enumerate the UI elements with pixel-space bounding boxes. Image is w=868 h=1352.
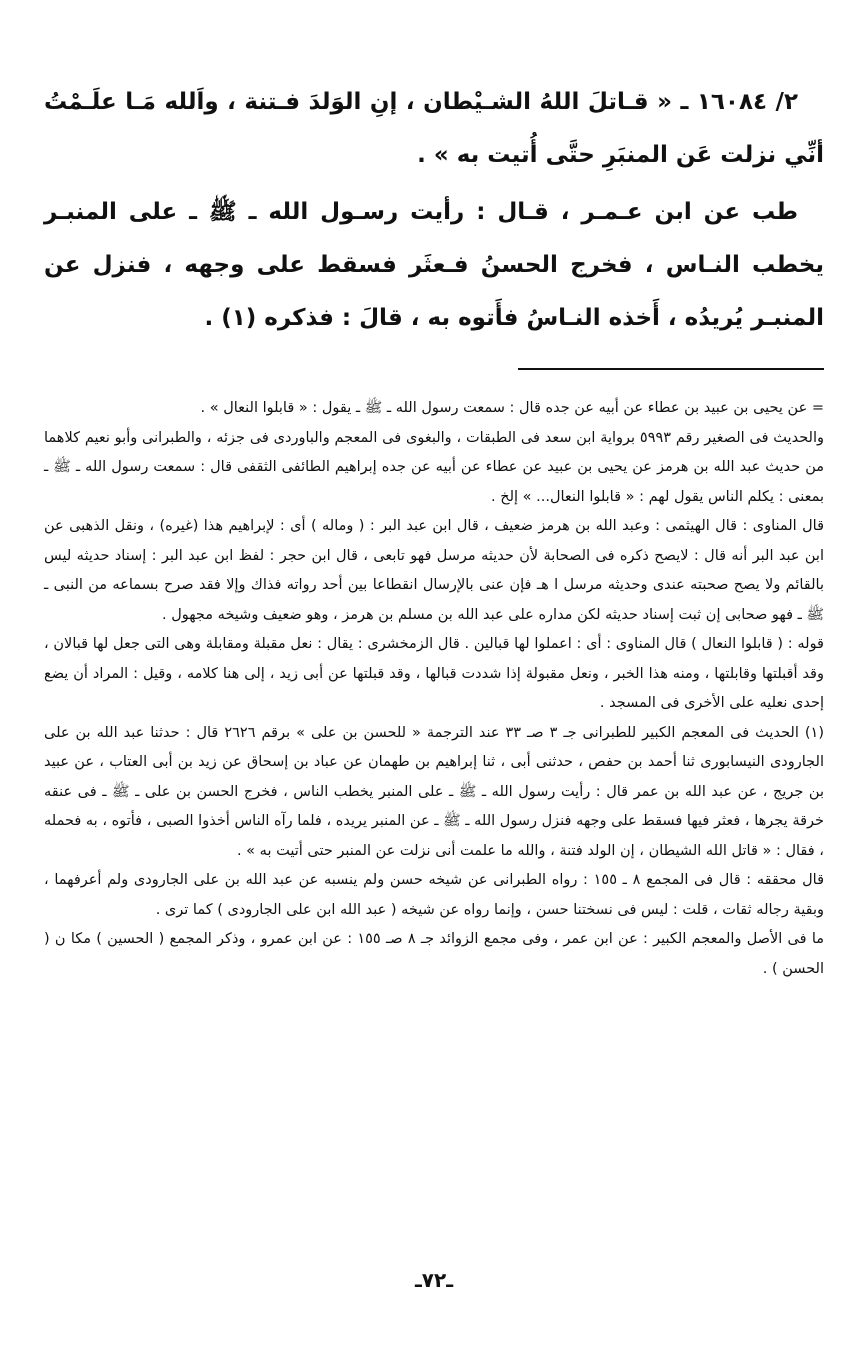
main-text [44,76,824,345]
footnote-separator [518,368,824,370]
footnotes [44,394,824,984]
hadith-source: طب عن ابن عـمـر ، قـال : رأيت رسـول الله ـ ﷺ ـ على المنبـر يخطب النـاس ، فخرج الحسنُ فـعثَر فسقط على وجهه ، فنزل عن المنبـر يُريدُه ، أَخذه النـاسُ فأَتوه به ، قالَ : فذكره (١) . [44,199,824,331]
footnote-paragraph: قوله : ( قابلوا النعال ) قال المناوى : أى : اعملوا لها قبالين . قال الزمخشرى : يقال : نعل مقبلة ومقابلة وهى التى جعل لها قبالان ، وقد أقبلتها وقابلتها ، ومنه هذا الخبر ، ونعل مقبولة إذا شددت قبالها ، وقد قبلتها عن أبى زيد ، إلى هنا كلامه ، وقيل : المراد أن يضع إحدى نعليه على الأخرى فى المسجد . [44,636,824,711]
footnote-paragraph: قال المناوى : قال الهيثمى : وعبد الله بن هرمز ضعيف ، قال ابن عبد البر : ( وماله ) أى : لإبراهيم هذا (غيره) ، ونقل الذهبى عن ابن عبد البر أنه قال : لايصح ذكره فى الصحابة لأن حديثه مرسل فهو تابعى ، قال ابن حجر : لفظ ابن عبد البر : إسناد حديثه ليس بالقائم ولا يصح صحبته عندى وحديثه مرسل ا هـ فإن عنى بالإرسال انقطاعا بين أحد رواته فذاك وإلا فقد صرح بسماعه من النبى ـ ﷺ ـ فهو صحابى إن ثبت إسناد حديثه لكن مداره على عبد الله بن مسلم بن هرمز ، وهو ضعيف وشيخه مجهول . [44,518,824,623]
footnote-continuation: = عن يحيى بن عبيد بن عطاء عن أبيه عن جده قال : سمعت رسول الله ـ ﷺ ـ يقول : « قابلوا النعال » . [200,400,824,416]
page-number: ـ٧٢ـ [414,1268,454,1292]
footnote-paragraph: ما فى الأصل والمعجم الكبير : عن ابن عمر ، وفى مجمع الزوائد جـ ٨ صـ ١٥٥ : عن ابن عمرو ، وذكر المجمع ( الحسين ) مكا ن ( الحسن ) . [44,931,825,977]
hadith-text: ٢/ ١٦٠٨٤ ـ « قـاتلَ اللهُ الشـيْطان ، إنِ الوَلدَ فـتنة ، واَلله مَـا علَـمْتُ أنِّي نزلت عَن المنبَرِ حتَّى أُتيت به » . [44,89,824,168]
footnote-paragraph: قال محققه : قال فى المجمع ٨ ـ ١٥٥ : رواه الطبرانى عن شيخه حسن ولم ينسبه عن عبد الله بن على الجارودى ولم أعرفهما ، وبقية رجاله ثقات ، قلت : ليس فى نسختنا حسن ، وإنما رواه عن شيخه ( عبد الله ابن على الجارودى ) كما ترى . [44,872,825,918]
footnote-paragraph: والحديث فى الصغير رقم ٥٩٩٣ برواية ابن سعد فى الطبقات ، والبغوى فى المعجم والباوردى فى جزئه ، والطبرانى وأبو نعيم كلاهما من حديث عبد الله بن هرمز عن يحيى بن عبيد عن عطاء عن أبيه عن جده إبراهيم الطائفى الثقفى قال : سمعت رسول الله ـ ﷺ ـ بمعنى : يكلم الناس يقول لهم : « قابلوا النعال... » إلخ . [44,429,825,505]
footnote-1: (١) الحديث فى المعجم الكبير للطبرانى جـ ٣ صـ ٣٣ عند الترجمة « للحسن بن على » برقم ٢٦٢٦ قال : حدثنا عبد الله بن على الجارودى النيسابورى ثنا أحمد بن حفص ، حدثنى أبى ، ثنا إبراهيم بن طهمان عن عباد بن إسحاق عن زيد بن أبى العتاب ، عن عبيد بن جريج ، عن عبد الله بن عمر قال : رأيت رسول الله ـ ﷺ ـ على المنبر يخطب الناس ، فخرج الحسن بن على ـ ﷺ ـ فى عنقه خرقة يجرها ، فعثر فيها فسقط على وجهه فنزل رسول الله ـ ﷺ ـ عن المنبر يريده ، فلما رآه الناس أخذوا الصبى ، فأتوه ، به فحمله ، فقال : « قاتل الله الشيطان ، إن الولد فتنة ، والله ما علمت أنى نزلت عن المنبر حتى أتيت به » . [44,724,824,859]
